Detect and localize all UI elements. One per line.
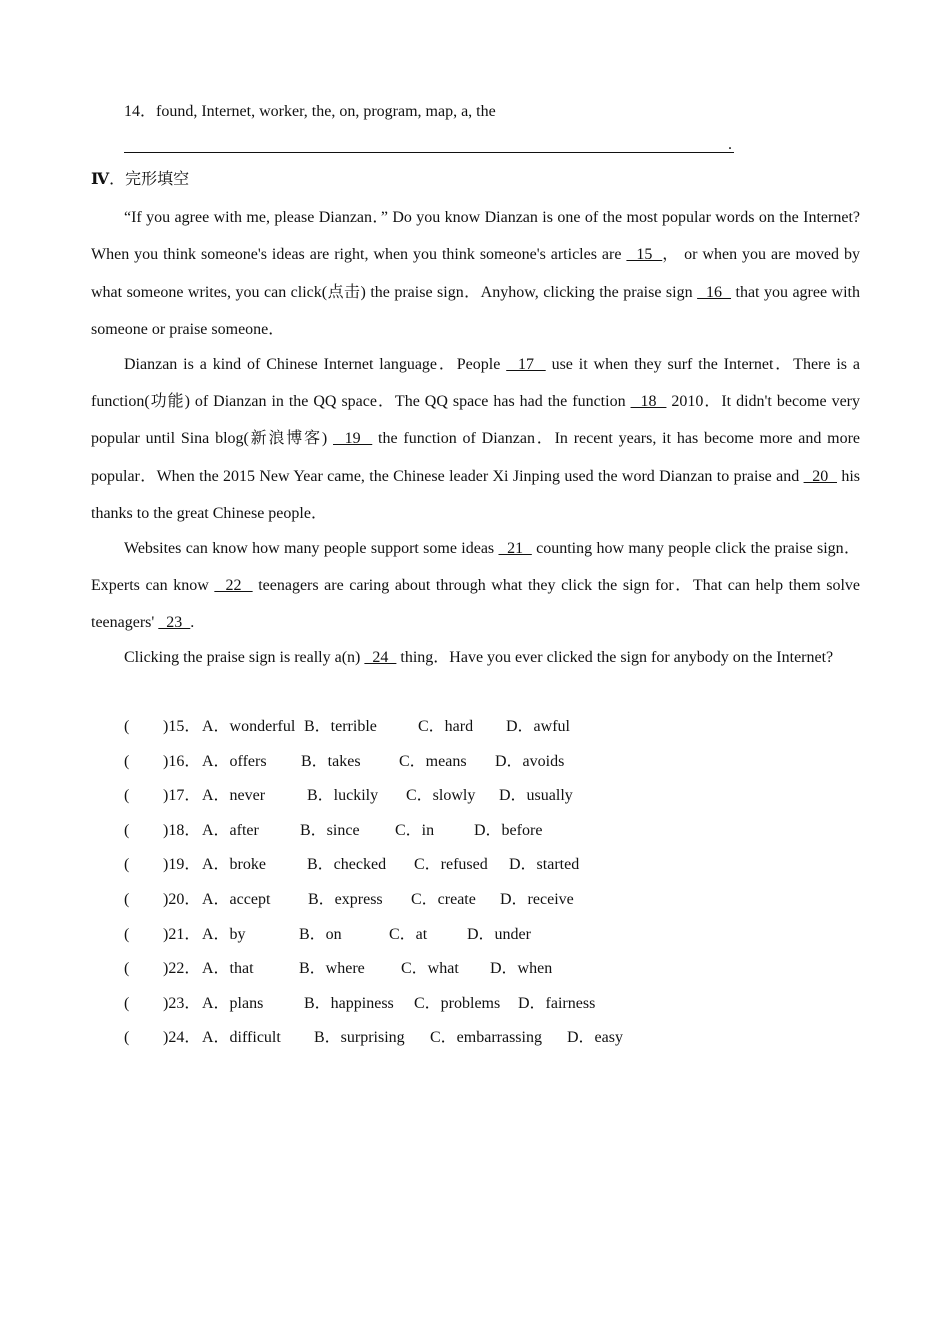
option-d: D．when — [490, 960, 553, 978]
passage-paragraph — [91, 199, 860, 349]
question-number: )15． — [163, 718, 201, 735]
blank: 18 — [630, 393, 667, 411]
option-b: B．since — [300, 821, 360, 839]
question-number: )18． — [163, 821, 201, 839]
question-number: )19． — [163, 856, 201, 874]
blank: 20 — [803, 467, 837, 485]
passage-paragraph — [91, 346, 860, 533]
question-14-words: found, Internet, worker, the, on, program, map, a, the — [156, 103, 496, 120]
answer-bracket[interactable]: ( — [124, 1029, 130, 1047]
option-b: B．luckily — [307, 787, 379, 805]
passage-text: his thanks to the great Chinese people． — [91, 467, 861, 523]
question-14 — [124, 100, 496, 124]
answer-bracket[interactable]: ( — [124, 890, 130, 908]
option-a: A．offers — [202, 752, 267, 770]
option-d: D．usually — [499, 787, 573, 805]
section-heading — [91, 168, 189, 192]
question-number: )24． — [163, 1029, 201, 1047]
option-a: A．wonderful — [202, 718, 296, 735]
option-c: C．at — [389, 925, 428, 943]
option-a: A．by — [202, 925, 246, 943]
answer-bracket[interactable]: ( — [124, 856, 130, 874]
option-d: D．before — [474, 821, 543, 839]
answer-line-period: . — [728, 136, 732, 153]
option-b: B．takes — [301, 752, 361, 770]
passage-text: teenagers are caring about through what they click the sign for．That can help them solve teenagers' — [91, 577, 860, 632]
question-14-number: 14． — [124, 103, 157, 120]
passage-text: ， or when you are moved by what someone writes, you can click(点击) the praise sign．Anyhow, clicking the praise sign — [91, 246, 860, 301]
blank: 21 — [498, 539, 532, 557]
question-number: )20． — [163, 890, 201, 908]
section-number: Ⅳ — [91, 171, 110, 188]
blank: 15 — [626, 246, 663, 264]
option-b: B．express — [308, 890, 383, 908]
cloze-passage — [91, 199, 860, 676]
option-c: C．hard — [418, 718, 474, 735]
option-b: B．terrible — [304, 718, 377, 735]
passage-text: Dianzan is a kind of Chinese Internet language．People — [124, 355, 507, 373]
option-b: B．where — [299, 960, 365, 978]
option-c: C．means — [399, 752, 467, 770]
option-d: D．under — [467, 925, 531, 943]
option-a: A．never — [202, 787, 266, 805]
question-number: )16． — [163, 752, 201, 770]
blank: 22 — [214, 577, 253, 595]
passage-text: . — [190, 614, 195, 632]
option-d: D．fairness — [518, 994, 596, 1012]
option-a: A．after — [202, 821, 259, 839]
passage-text: use it when they surf the Internet．There is a function(功能) of Dianzan in the QQ space．The QQ space has had the function — [91, 355, 861, 411]
answer-bracket[interactable]: ( — [124, 787, 130, 805]
option-a: A．broke — [202, 856, 266, 874]
question-number: )17． — [163, 787, 201, 805]
question-number: )21． — [163, 925, 201, 943]
option-d: D．avoids — [495, 752, 565, 770]
blank: 17 — [506, 355, 546, 373]
passage-text: thing．Have you ever clicked the sign for anybody on the Internet? — [396, 648, 834, 666]
blank: 24 — [364, 648, 397, 666]
answer-bracket[interactable]: ( — [124, 821, 130, 839]
blank: 23 — [158, 614, 191, 632]
blank: 19 — [333, 430, 373, 448]
passage-text: “If you agree with me, please Dianzan．” Do you know Dianzan is one of the most popular words on the Internet? When you think someone's ideas are right, when you think someone's articles are — [91, 209, 860, 264]
passage-text: 2010．It didn't become very popular until Sina blog(新浪博客) — [91, 393, 860, 448]
passage-paragraph — [91, 639, 860, 676]
answer-bracket[interactable]: ( — [124, 925, 130, 943]
option-a: A．that — [202, 960, 254, 978]
passage-text: counting how many people click the praise sign．Experts can know — [91, 539, 861, 595]
option-a: A．plans — [202, 994, 264, 1012]
passage-text: the function of Dianzan．In recent years, it has become more and more popular．When the 2015 New Year came, the Chinese leader Xi Jinping used the word Dianzan to praise and — [91, 430, 861, 485]
option-d: D．receive — [500, 890, 574, 908]
answer-bracket[interactable]: ( — [124, 960, 130, 978]
option-d: D．started — [509, 856, 580, 874]
option-c: C．what — [401, 960, 459, 978]
answer-bracket[interactable]: ( — [124, 718, 130, 735]
passage-text: Clicking the praise sign is really a(n) — [124, 648, 365, 666]
option-d: D．easy — [567, 1029, 623, 1047]
option-c: C．refused — [414, 856, 488, 874]
answer-bracket[interactable]: ( — [124, 752, 130, 770]
option-c: C．in — [395, 821, 435, 839]
option-a: A．difficult — [202, 1029, 281, 1047]
option-b: B．surprising — [314, 1029, 405, 1047]
option-d: D．awful — [506, 718, 570, 735]
option-c: C．problems — [414, 994, 501, 1012]
option-b: B．happiness — [304, 994, 394, 1012]
option-b: B．on — [299, 925, 342, 943]
passage-text: that you agree with someone or praise someone． — [91, 283, 860, 339]
answer-line — [124, 134, 734, 153]
option-c: C．slowly — [406, 787, 476, 805]
option-a: A．accept — [202, 890, 271, 908]
answer-bracket[interactable]: ( — [124, 994, 130, 1012]
option-c: C．embarrassing — [430, 1029, 542, 1047]
question-number: )23． — [163, 994, 201, 1012]
option-b: B．checked — [307, 856, 387, 874]
option-c: C．create — [411, 890, 476, 908]
section-title: ．完形填空 — [109, 171, 190, 188]
blank: 16 — [697, 283, 732, 301]
passage-paragraph — [91, 530, 860, 642]
passage-text: Websites can know how many people support some ideas — [124, 539, 499, 557]
question-number: )22． — [163, 960, 201, 978]
